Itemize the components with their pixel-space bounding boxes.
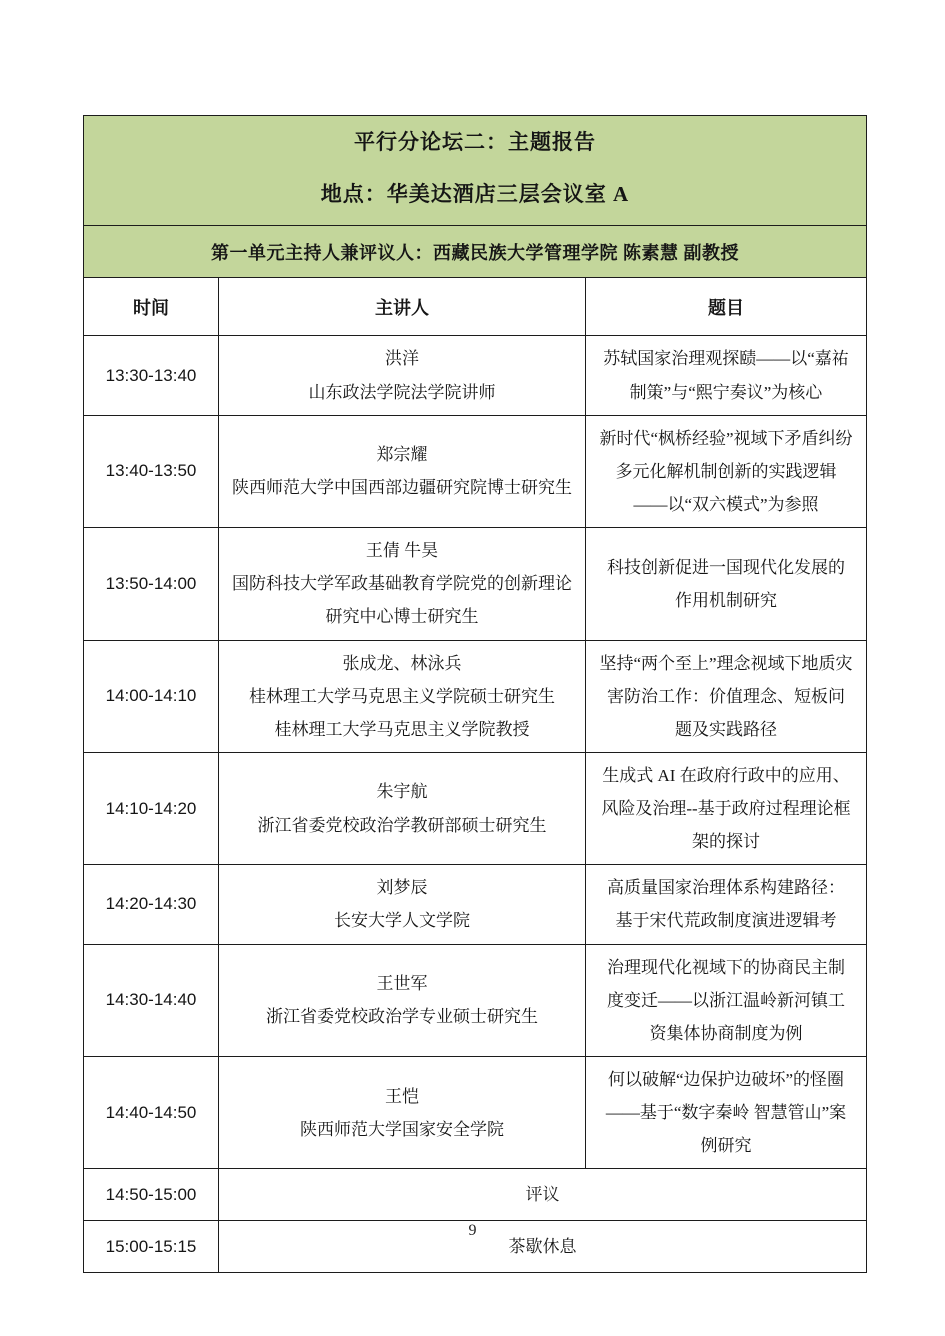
- schedule-body: [84, 336, 867, 1273]
- table-row: [84, 1057, 867, 1169]
- speaker-name: 刘梦辰: [376, 878, 428, 898]
- time-cell: 13:40-13:50: [84, 415, 219, 527]
- time-cell: 14:10-14:20: [84, 752, 219, 864]
- table-row: [84, 336, 867, 415]
- speaker-affiliation: 国防科技大学军政基础教育学院党的创新理论研究中心博士研究生: [232, 574, 572, 627]
- speaker-name: 郑宗耀: [376, 445, 428, 465]
- speaker-cell: [219, 528, 586, 640]
- paper-title-cell: 何以破解“边保护边破坏”的怪圈——基于“数字秦岭 智慧管山”案例研究: [586, 1057, 867, 1169]
- table-row: [84, 865, 867, 944]
- speaker-name: 王世军: [376, 974, 428, 994]
- table-row: [84, 640, 867, 752]
- speaker-affiliation: 浙江省委党校政治学教研部硕士研究生: [257, 815, 547, 835]
- time-cell: 14:20-14:30: [84, 865, 219, 944]
- table-row: [84, 415, 867, 527]
- time-cell: 14:30-14:40: [84, 944, 219, 1056]
- speaker-cell: [219, 865, 586, 944]
- unit-host-row: [84, 226, 867, 278]
- speaker-name: 朱宇航: [376, 782, 428, 802]
- time-cell: 13:50-14:00: [84, 528, 219, 640]
- speaker-cell: [219, 415, 586, 527]
- speaker-name: 洪洋: [385, 349, 419, 369]
- forum-title: 平行分论坛二：主题报告: [354, 130, 596, 154]
- speaker-cell: [219, 944, 586, 1056]
- col-header-title: 题目: [586, 278, 867, 336]
- speaker-affiliation: 桂林理工大学马克思主义学院教授: [274, 719, 530, 739]
- page-number: 9: [468, 1222, 477, 1239]
- speaker-affiliation: 山东政法学院法学院讲师: [308, 382, 496, 402]
- table-row: [84, 752, 867, 864]
- forum-banner: [84, 116, 867, 226]
- speaker-name: 张成龙、林泳兵: [342, 653, 462, 673]
- speaker-cell: [219, 752, 586, 864]
- speaker-affiliation: 长安大学人文学院: [334, 911, 470, 931]
- time-cell: 14:40-14:50: [84, 1057, 219, 1169]
- time-cell: 14:00-14:10: [84, 640, 219, 752]
- time-cell: 14:50-15:00: [84, 1169, 219, 1221]
- speaker-affiliation: 陕西师范大学国家安全学院: [300, 1119, 504, 1139]
- speaker-affiliation: 陕西师范大学中国西部边疆研究院博士研究生: [232, 478, 572, 498]
- table-row: [84, 944, 867, 1056]
- col-header-time: 时间: [84, 278, 219, 336]
- col-header-speaker: 主讲人: [219, 278, 586, 336]
- speaker-cell: [219, 640, 586, 752]
- schedule-table: [83, 115, 867, 1273]
- paper-title-cell: 坚持“两个至上”理念视域下地质灾害防治工作：价值理念、短板问题及实践路径: [586, 640, 867, 752]
- speaker-cell: [219, 1057, 586, 1169]
- speaker-affiliation: 桂林理工大学马克思主义学院硕士研究生: [249, 686, 555, 706]
- paper-title-cell: 新时代“枫桥经验”视域下矛盾纠纷多元化解机制创新的实践逻辑——以“双六模式”为参照: [586, 415, 867, 527]
- paper-title-cell: 科技创新促进一国现代化发展的作用机制研究: [586, 528, 867, 640]
- paper-title-cell: 苏轼国家治理观探赜——以“嘉祐制策”与“熙宁奏议”为核心: [586, 336, 867, 415]
- forum-location: 地点：华美达酒店三层会议室 A: [320, 182, 630, 207]
- column-header-row: [84, 278, 867, 336]
- banner-row: [84, 116, 867, 226]
- table-row: [84, 528, 867, 640]
- unit-host-label: 第一单元主持人兼评议人：西藏民族大学管理学院 陈素慧 副教授: [84, 226, 867, 278]
- paper-title-cell: 生成式 AI 在政府行政中的应用、风险及治理--基于政府过程理论框架的探讨: [586, 752, 867, 864]
- table-row: [84, 1169, 867, 1221]
- speaker-name: 王恺: [385, 1086, 419, 1106]
- speaker-affiliation: 浙江省委党校政治学专业硕士研究生: [266, 1007, 538, 1027]
- speaker-name: 王倩 牛昊: [365, 541, 439, 561]
- merged-activity-cell: 茶歇休息: [219, 1221, 867, 1273]
- speaker-cell: [219, 336, 586, 415]
- time-cell: 15:00-15:15: [84, 1221, 219, 1273]
- paper-title-cell: 高质量国家治理体系构建路径：基于宋代荒政制度演进逻辑考: [586, 865, 867, 944]
- time-cell: 13:30-13:40: [84, 336, 219, 415]
- paper-title-cell: 治理现代化视域下的协商民主制度变迁——以浙江温岭新河镇工资集体协商制度为例: [586, 944, 867, 1056]
- merged-activity-cell: 评议: [219, 1169, 867, 1221]
